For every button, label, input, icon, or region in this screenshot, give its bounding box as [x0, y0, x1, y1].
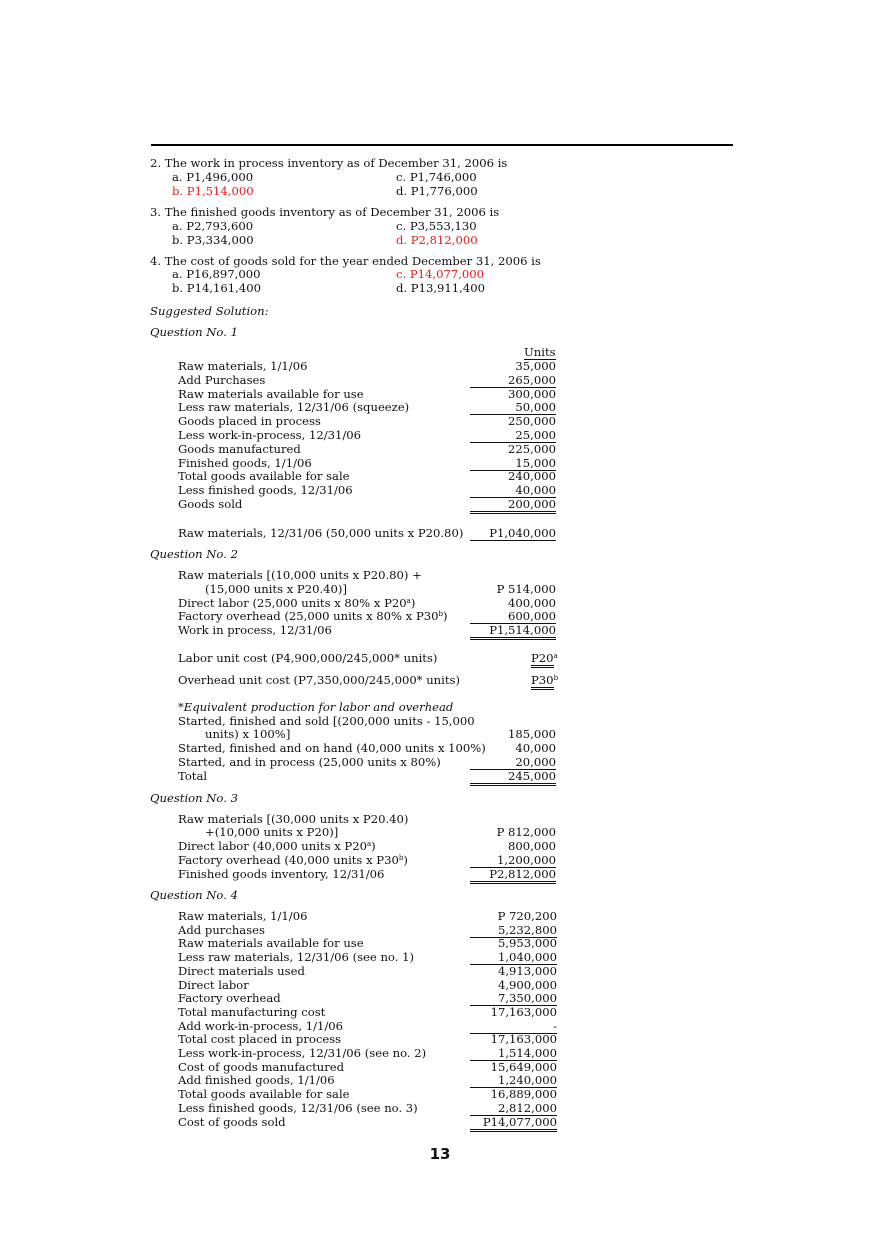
solution4-row-value: 17,163,000 [490, 1004, 557, 1019]
solution3-heading: Question No. 3 [150, 791, 238, 805]
sup-b: b [398, 854, 404, 862]
labor-unit-value [531, 652, 558, 665]
solution1-row-value: 265,000 [470, 374, 556, 388]
rm-ending-label: Raw materials, 12/31/06 (50,000 units x P20.80) [178, 526, 464, 540]
eq-line3: Started, finished and on hand (40,000 units x 100%) [178, 741, 486, 755]
q4-choice-a: a. P16,897,000 [172, 267, 261, 281]
solution4-row-label: Raw materials, 1/1/06 [178, 909, 308, 923]
rm-ending-value: P1,040,000 [470, 527, 556, 541]
close-paren: ) [443, 609, 448, 623]
solution4-row-label: Cost of goods sold [178, 1114, 286, 1129]
sup-a: a [553, 652, 558, 660]
q4-choice-d: d. P13,911,400 [396, 281, 485, 295]
s3-line5: Finished goods inventory, 12/31/06 [178, 867, 385, 881]
sup-b: b [438, 610, 444, 618]
solution1-row-value: 40,000 [470, 484, 556, 498]
s2-value5: P1,514,000 [470, 624, 556, 640]
solution4-row-label: Direct materials used [178, 963, 305, 978]
solution4-row-label: Cost of goods manufactured [178, 1059, 345, 1074]
close-paren: ) [403, 853, 408, 867]
solution4-row-value: P14,077,000 [470, 1116, 557, 1132]
solution4-row-value: 7,350,000 [470, 992, 557, 1006]
solution4-row-value: 5,953,000 [497, 936, 557, 951]
top-rule [151, 144, 733, 146]
s2-value4: 600,000 [470, 610, 556, 624]
solution4-row-label: Add purchases [178, 922, 265, 937]
overhead-unit-label: Overhead unit cost (P7,350,000/245,000* units) [178, 673, 460, 687]
solution4-row-label: Less finished goods, 12/31/06 (see no. 3) [178, 1100, 418, 1115]
solution4-row-value: 1,514,000 [470, 1047, 557, 1061]
overhead-unit-value [531, 674, 558, 687]
solution1-row-value: 240,000 [508, 469, 556, 484]
s3-value3: 800,000 [508, 839, 556, 853]
q2-stem: 2. The work in process inventory as of December 31, 2006 is [150, 156, 508, 170]
s2-value3: 400,000 [508, 596, 556, 610]
solution4-row-label: Factory overhead [178, 991, 281, 1006]
eq-value4: 20,000 [470, 756, 556, 770]
eq-value2: 185,000 [508, 727, 556, 741]
s2-line3-text: Direct labor (25,000 units x 80% x P20 [178, 596, 407, 610]
solution1-row-label: Less work-in-process, 12/31/06 [178, 428, 362, 442]
s3-line2: +(10,000 units x P20)] [205, 825, 339, 839]
q4-choice-b: b. P14,161,400 [172, 281, 261, 295]
solution1-row-label: Goods placed in process [178, 414, 321, 429]
close-paren: ) [410, 596, 416, 610]
solution4-row-label: Total manufacturing cost [178, 1004, 326, 1019]
q2-choice-b: b. P1,514,000 [172, 184, 254, 198]
solution1-row-value: 50,000 [470, 401, 556, 415]
eq-line2: units) x 100%] [205, 727, 291, 741]
solution4-row-value: 1,240,000 [470, 1074, 557, 1088]
solution1-row-label: Total goods available for sale [178, 469, 350, 484]
s3-line1: Raw materials [(30,000 units x P20.40) [178, 812, 409, 826]
solution4-row-label: Direct labor [178, 977, 249, 992]
s2-line2: (15,000 units x P20.40)] [205, 582, 347, 596]
q3-choice-c: c. P3,553,130 [396, 219, 477, 233]
solution1-row-value: 15,000 [470, 457, 556, 471]
eq-line4: Started, and in process (25,000 units x 80%) [178, 755, 441, 769]
solution4-row-value: 4,900,000 [497, 977, 557, 992]
solution1-row-value: 35,000 [515, 359, 556, 373]
solution4-heading: Question No. 4 [150, 888, 238, 902]
s3-line4-text: Factory overhead (40,000 units x P30 [178, 853, 399, 867]
q2-choice-d: d. P1,776,000 [396, 184, 478, 198]
solution4-row-value: 4,913,000 [497, 963, 557, 978]
solution1-row-label: Raw materials available for use [178, 386, 364, 401]
eq-production-title: *Equivalent production for labor and overhead [178, 700, 454, 714]
eq-value3: 40,000 [515, 741, 556, 755]
solution2-heading: Question No. 2 [150, 547, 238, 561]
close-paren: ) [371, 839, 376, 853]
eq-line1: Started, finished and sold [(200,000 units - 15,000 [178, 714, 475, 728]
solution1-heading: Question No. 1 [150, 325, 238, 339]
eq-value5: 245,000 [470, 770, 556, 786]
suggested-solution-heading: Suggested Solution: [150, 304, 269, 318]
solution1-row-label: Finished goods, 1/1/06 [178, 455, 312, 470]
solution4-row-label: Total cost placed in process [178, 1032, 342, 1047]
s3-line4 [178, 854, 408, 867]
overhead-unit-amount: P30 [531, 673, 554, 690]
s2-line4-text: Factory overhead (25,000 units x 80% x P30 [178, 609, 439, 623]
solution4-row-label: Less work-in-process, 12/31/06 (see no. 2) [178, 1046, 427, 1060]
labor-unit-label: Labor unit cost (P4,900,000/245,000* units) [178, 651, 438, 665]
q3-stem: 3. The finished goods inventory as of December 31, 2006 is [150, 205, 500, 219]
units-header: Units [524, 345, 556, 359]
solution1-row-label: Goods sold [178, 497, 243, 511]
solution1-row-value: 300,000 [508, 386, 556, 401]
solution4-row-value: 5,232,800 [470, 924, 557, 938]
s3-line3 [178, 840, 376, 853]
solution1-row-label: Raw materials, 1/1/06 [178, 359, 308, 373]
sup-b: b [553, 674, 559, 682]
q4-stem: 4. The cost of goods sold for the year ended December 31, 2006 is [150, 254, 541, 268]
solution1-row-value: 225,000 [508, 441, 556, 456]
s3-value5: P2,812,000 [470, 868, 556, 884]
solution1-row-label: Less finished goods, 12/31/06 [178, 483, 353, 498]
s2-value2: P 514,000 [496, 582, 556, 596]
q2-choice-c: c. P1,746,000 [396, 170, 477, 184]
s3-value4: 1,200,000 [470, 854, 556, 868]
solution1-row-label: Less raw materials, 12/31/06 (squeeze) [178, 400, 410, 415]
solution1-row-value: 200,000 [470, 498, 556, 514]
s2-line1: Raw materials [(10,000 units x P20.80) + [178, 568, 422, 582]
solution4-row-value: 1,040,000 [470, 951, 557, 965]
s3-line3-text: Direct labor (40,000 units x P20 [178, 839, 367, 853]
s2-line4 [178, 610, 448, 623]
solution4-row-label: Total goods available for sale [178, 1087, 350, 1102]
solution4-row-value: 17,163,000 [490, 1032, 557, 1047]
s2-line5: Work in process, 12/31/06 [178, 623, 332, 637]
solution1-row-value: 25,000 [470, 429, 556, 443]
solution4-row-value: 15,649,000 [490, 1059, 557, 1074]
q4-choice-c: c. P14,077,000 [396, 267, 485, 281]
solution1-row-label: Goods manufactured [178, 441, 301, 456]
solution4-row-label: Add work-in-process, 1/1/06 [178, 1018, 344, 1033]
solution4-row-value: 2,812,000 [470, 1102, 557, 1116]
sup-a: a [366, 840, 372, 848]
eq-line5: Total [178, 769, 208, 783]
sup-a: a [406, 597, 411, 605]
q3-choice-d: d. P2,812,000 [396, 233, 478, 247]
page-number: 13 [429, 1145, 451, 1163]
solution4-row-label: Less raw materials, 12/31/06 (see no. 1) [178, 950, 414, 965]
labor-unit-amount: P20 [531, 651, 554, 668]
q3-choice-b: b. P3,334,000 [172, 233, 254, 247]
solution1-row-value: 250,000 [508, 414, 556, 429]
solution4-row-label: Raw materials available for use [178, 936, 364, 951]
solution4-row-value: P 720,200 [497, 909, 557, 923]
solution4-row-value: - [470, 1020, 557, 1034]
solution4-row-label: Add finished goods, 1/1/06 [178, 1073, 335, 1088]
q3-choice-a: a. P2,793,600 [172, 219, 254, 233]
q2-choice-a: a. P1,496,000 [172, 170, 254, 184]
solution4-row-value: 16,889,000 [490, 1087, 557, 1102]
solution1-row-label: Add Purchases [178, 372, 266, 387]
s3-value2: P 812,000 [496, 825, 556, 839]
